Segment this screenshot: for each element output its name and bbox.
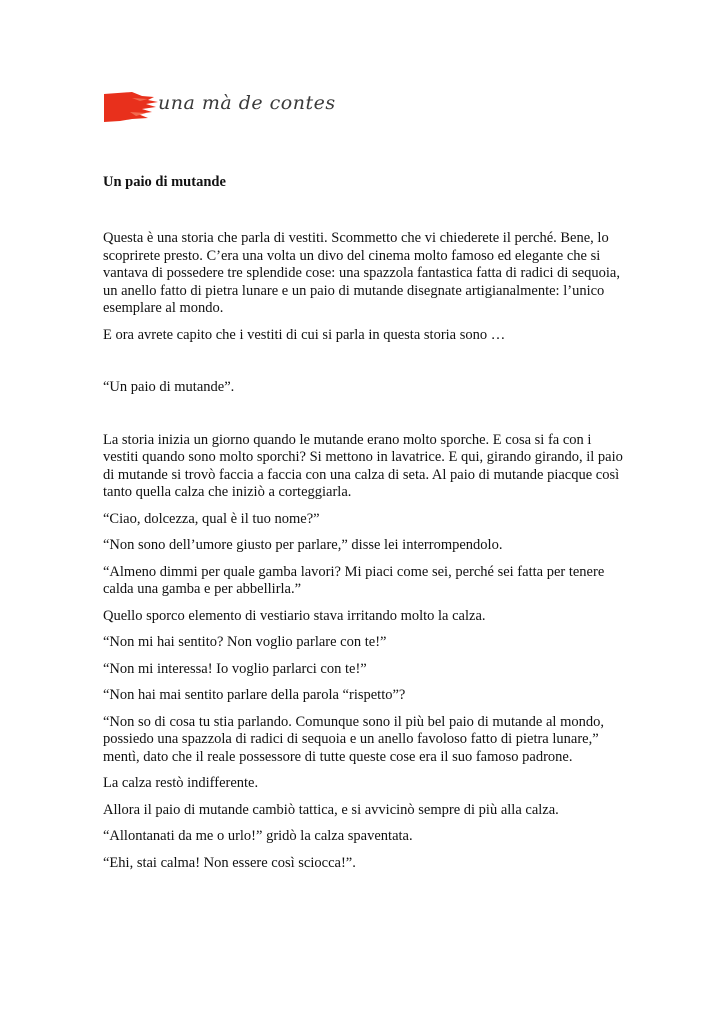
- brush-stroke-icon: [102, 88, 162, 128]
- paragraph: Allora il paio di mutande cambiò tattica, e si avvicinò sempre di più alla calza.: [103, 801, 559, 818]
- paragraph: “Ciao, dolcezza, qual è il tuo nome?”: [103, 510, 320, 527]
- paragraph: Questa è una storia che parla di vestiti. Scommetto che vi chiederete il perché. Bene, lo scoprirete presto. C’era una volta un divo del cinema molto famoso ed elegante che si vantava di possedere tre splendide cose: una spazzola fantastica fatta di radici di sequoia, un anello fatto di pietra lunare e un paio di mutande disegnate artigianalmente: l’unico esemplare al mondo.: [103, 230, 620, 316]
- paragraph: Quello sporco elemento di vestiario stava irritando molto la calza.: [103, 607, 486, 624]
- paragraph: “Almeno dimmi per quale gamba lavori? Mi piaci come sei, perché sei fatta per tenere calda una gamba e per abbellirla.”: [103, 563, 605, 597]
- brand-logo: [102, 88, 336, 128]
- paragraph: La storia inizia un giorno quando le mutande erano molto sporche. E cosa si fa con i vestiti quando sono molto sporchi? Si mettono in lavatrice. E qui, girando girando, il paio di mutande si trovò faccia a faccia con una calza di seta. Al paio di mutande piacque così tanto quella calza che iniziò a corteggiarla.: [103, 431, 623, 500]
- paragraph: “Non hai mai sentito parlare della parola “rispetto”?: [103, 687, 406, 703]
- paragraph: “Allontanati da me o urlo!” gridò la calza spaventata.: [103, 828, 413, 844]
- paragraph: “Ehi, stai calma! Non essere così sciocca!”.: [103, 854, 356, 871]
- paragraph: La calza restò indifferente.: [103, 775, 259, 791]
- logo-wordmark: una mà de contes: [158, 92, 336, 114]
- paragraph: E ora avrete capito che i vestiti di cui si parla in questa storia sono …: [103, 326, 506, 343]
- story-body: [103, 230, 623, 881]
- paragraph: “Un paio di mutande”.: [103, 379, 235, 395]
- paragraph: “Non mi interessa! Io voglio parlarci con te!”: [103, 660, 367, 677]
- story-title: Un paio di mutande: [103, 174, 226, 190]
- paragraph: “Non sono dell’umore giusto per parlare,” disse lei interrompendolo.: [103, 537, 503, 553]
- paragraph: “Non so di cosa tu stia parlando. Comunque sono il più bel paio di mutande al mondo, possiedo una spazzola di radici di sequoia e un anello favoloso fatto di pietra lunare,” mentì, dato che il reale possessore di tutte queste cose era il suo famoso padrone.: [103, 713, 604, 765]
- paragraph: “Non mi hai sentito? Non voglio parlare con te!”: [103, 634, 387, 650]
